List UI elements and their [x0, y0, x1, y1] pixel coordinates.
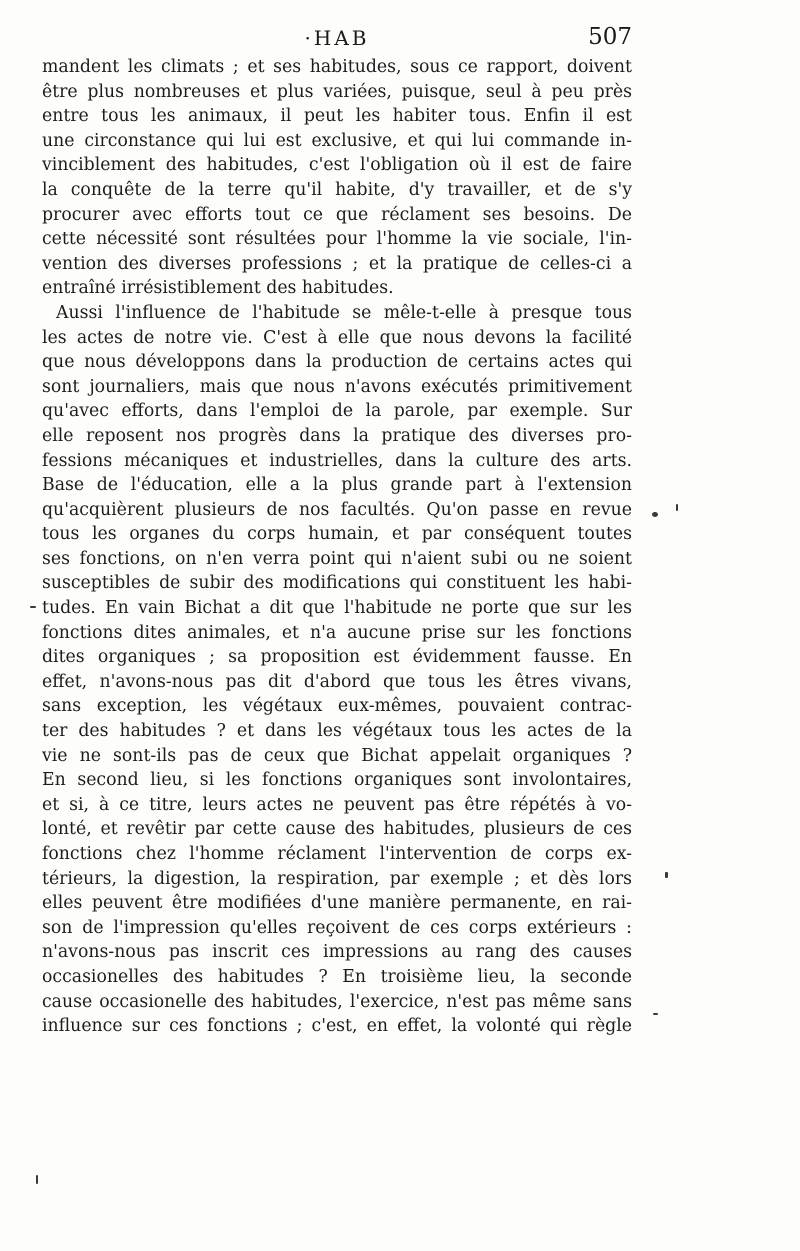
- text-line: térieurs, la digestion, la respiration, par exemple ; et dès lors: [42, 868, 632, 889]
- text-line: fonctions chez l'homme réclament l'intervention de corps ex-: [42, 844, 632, 864]
- text-line: fonctions dites animales, et n'a aucune prise sur les fonctions: [42, 622, 632, 643]
- text-line: procurer avec efforts tout ce que réclament ses besoins. De: [42, 204, 632, 225]
- text-line: qu'avec efforts, dans l'emploi de la parole, par exemple. Sur: [42, 401, 632, 422]
- text-line: cette nécessité sont résultées pour l'homme la vie sociale, l'in-: [42, 229, 632, 250]
- scan-speck: [653, 1013, 658, 1015]
- text-line: que nous développons dans la production de certains actes qui: [42, 352, 632, 373]
- text-line: sans exception, les végétaux eux-mêmes, pouvaient contrac-: [42, 696, 632, 717]
- scan-speck: [676, 504, 678, 511]
- text-line: tous les organes du corps humain, et par conséquent toutes: [42, 524, 632, 545]
- text-line: les actes de notre vie. C'est à elle que nous devons la facilité: [42, 327, 632, 348]
- scan-speck: [30, 606, 36, 608]
- text-line: elles peuvent être modifiées d'une manière permanente, en rai-: [42, 893, 632, 914]
- text-line: effet, n'avons-nous pas dit d'abord que tous les êtres vivans,: [42, 671, 632, 692]
- text-line: son de l'impression qu'elles reçoivent de ces corps extérieurs :: [42, 917, 632, 938]
- text-line: mandent les climats ; et ses habitudes, sous ce rapport, doivent: [42, 57, 632, 77]
- text-line: Base de l'éducation, elle a la plus grande part à l'extension: [42, 475, 632, 496]
- text-line: tudes. En vain Bichat a dit que l'habitude ne porte que sur les: [42, 598, 632, 619]
- text-line: vinciblement des habitudes, c'est l'obligation où il est de faire: [42, 155, 632, 176]
- text-line: n'avons-nous pas inscrit ces impressions au rang des causes: [42, 942, 632, 963]
- text-line: la conquête de la terre qu'il habite, d'y travailler, et de s'y: [42, 179, 632, 200]
- text-line: lonté, et revêtir par cette cause des habitudes, plusieurs de ces: [42, 819, 632, 840]
- scan-speck: [652, 512, 658, 517]
- page-number: 507: [588, 24, 632, 50]
- text-line: influence sur ces fonctions ; c'est, en effet, la volonté qui règle: [42, 1016, 632, 1037]
- text-line: susceptibles de subir des modifications qui constituent les habi-: [42, 573, 632, 594]
- text-line: et si, à ce titre, leurs actes ne peuvent pas être répétés à vo-: [42, 794, 632, 815]
- text-line: entre tous les animaux, il peut les habiter tous. Enfin il est: [42, 106, 632, 127]
- scan-speck: [665, 872, 668, 878]
- text-line: une circonstance qui lui est exclusive, et qui lui commande in-: [42, 130, 632, 151]
- text-line: cause occasionelle des habitudes, l'exercice, n'est pas même sans: [42, 991, 632, 1012]
- text-line: vie ne sont-ils pas de ceux que Bichat appelait organiques ?: [42, 745, 632, 766]
- running-title: ·HAB: [304, 26, 370, 50]
- body-text: [42, 55, 632, 1039]
- paragraph-start-line: Aussi l'influence de l'habitude se mêle-t-elle à presque tous: [56, 302, 632, 323]
- text-line: vention des diverses professions ; et la pratique de celles-ci a: [42, 253, 632, 274]
- text-line: En second lieu, si les fonctions organiques sont involontaires,: [42, 770, 632, 791]
- text-line: ter des habitudes ? et dans les végétaux tous les actes de la: [42, 721, 632, 742]
- running-head: [42, 24, 632, 54]
- paragraph-end-line: entraîné irrésistiblement des habitudes.: [42, 278, 394, 299]
- text-line: occasionelles des habitudes ? En troisième lieu, la seconde: [42, 966, 632, 987]
- text-line: ses fonctions, on n'en verra point qui n'aient subi ou ne soient: [42, 548, 632, 569]
- text-line: sont journaliers, mais que nous n'avons exécutés primitivement: [42, 376, 632, 397]
- text-line: elle reposent nos progrès dans la pratique des diverses pro-: [42, 425, 632, 446]
- text-line: être plus nombreuses et plus variées, puisque, seul à peu près: [42, 81, 632, 102]
- text-line: fessions mécaniques et industrielles, dans la culture des arts.: [42, 450, 632, 471]
- text-line: qu'acquièrent plusieurs de nos facultés. Qu'on passe en revue: [42, 499, 632, 520]
- scan-speck: [36, 1175, 38, 1184]
- text-line: dites organiques ; sa proposition est évidemment fausse. En: [42, 647, 632, 668]
